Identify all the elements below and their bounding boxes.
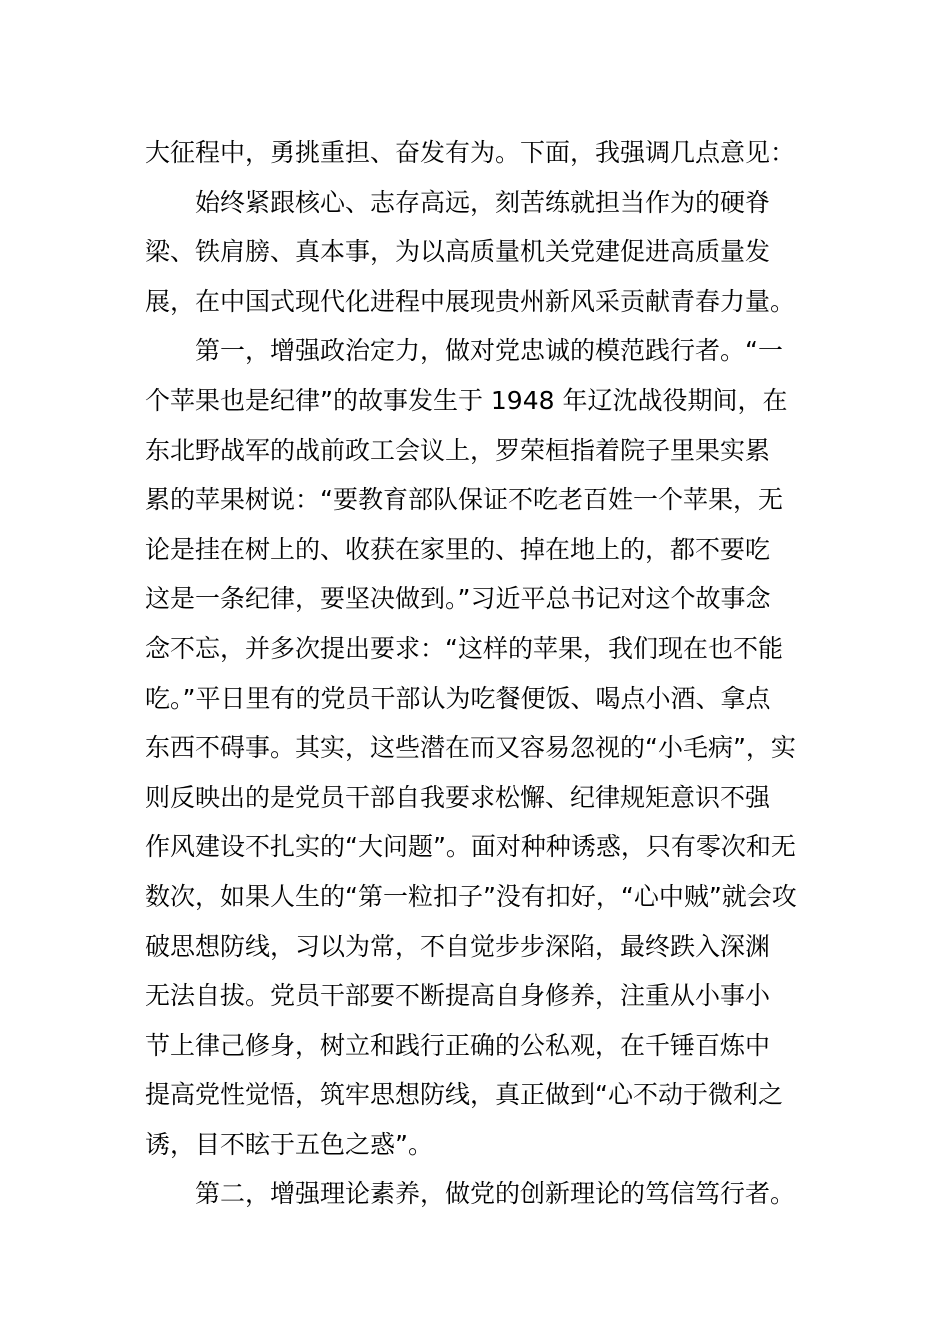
text-line: 破思想防线，习以为常，不自觉步步深陷，最终跌入深渊 bbox=[145, 931, 771, 961]
text-line: 始终紧跟核心、志存高远，刻苦练就担当作为的硬脊 bbox=[195, 187, 771, 217]
text-line: 念不忘，并多次提出要求：“这样的苹果，我们现在也不能 bbox=[145, 633, 783, 663]
text-line: 展，在中国式现代化进程中展现贵州新风采贡献青春力量。 bbox=[145, 286, 796, 316]
text-line: 作风建设不扎实的“大问题”。面对种种诱惑，只有零次和无 bbox=[145, 832, 796, 862]
text-line: 东北野战军的战前政工会议上，罗荣桓指着院子里果实累 bbox=[145, 435, 771, 465]
text-line: 节上律己修身，树立和践行正确的公私观，在千锤百炼中 bbox=[145, 1030, 771, 1060]
text-line: 论是挂在树上的、收获在家里的、掉在地上的，都不要吃 bbox=[145, 534, 771, 564]
text-line: 吃。”平日里有的党员干部认为吃餐便饭、喝点小酒、拿点 bbox=[145, 683, 771, 713]
text-line: 个苹果也是纪律”的故事发生于 1948 年辽沈战役期间，在 bbox=[145, 385, 788, 415]
text-line: 第一，增强政治定力，做对党忠诚的模范践行者。“一 bbox=[195, 336, 783, 366]
text-line: 梁、铁肩膀、真本事，为以高质量机关党建促进高质量发 bbox=[145, 237, 771, 267]
text-line: 无法自拔。党员干部要不断提高自身修养，注重从小事小 bbox=[145, 981, 771, 1011]
text-line: 东西不碍事。其实，这些潜在而又容易忽视的“小毛病”，实 bbox=[145, 733, 796, 763]
document-body bbox=[145, 128, 825, 1219]
text-line: 数次，如果人生的“第一粒扣子”没有扣好，“心中贼”就会攻 bbox=[145, 881, 797, 911]
text-line: 累的苹果树说：“要教育部队保证不吃老百姓一个苹果，无 bbox=[145, 485, 783, 515]
text-line: 大征程中，勇挑重担、奋发有为。下面，我强调几点意见： bbox=[145, 138, 796, 167]
text-line: 提高党性觉悟，筑牢思想防线，真正做到“心不动于微利之 bbox=[145, 1080, 783, 1110]
text-line: 则反映出的是党员干部自我要求松懈、纪律规矩意识不强 bbox=[145, 782, 771, 812]
text-line: 第二，增强理论素养，做党的创新理论的笃信笃行者。 bbox=[195, 1179, 796, 1209]
text-line: 这是一条纪律，要坚决做到。”习近平总书记对这个故事念 bbox=[145, 584, 771, 614]
text-line: 诱，目不眩于五色之惑”。 bbox=[145, 1129, 433, 1159]
